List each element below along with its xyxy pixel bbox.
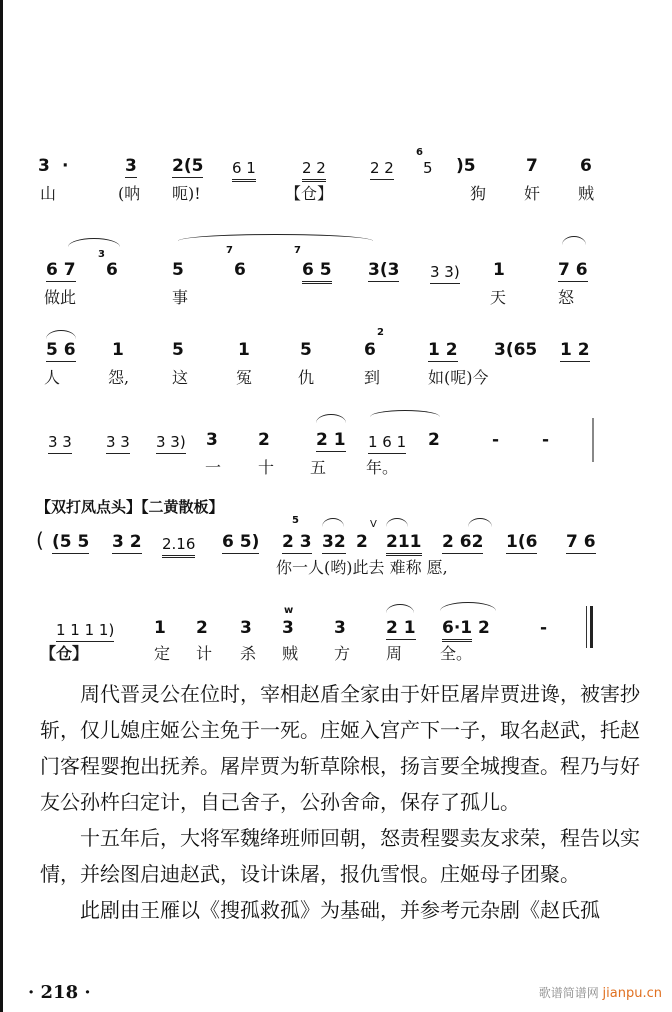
note: 3 bbox=[125, 156, 137, 176]
note: 6 bbox=[364, 340, 376, 360]
note: (5 5 bbox=[52, 532, 90, 552]
note: 7 bbox=[526, 156, 538, 176]
note: 7 6 bbox=[566, 532, 596, 552]
lyric: 奸 bbox=[524, 184, 541, 203]
note: 1 bbox=[238, 340, 250, 360]
slur bbox=[322, 518, 344, 527]
lyric: 天 bbox=[490, 288, 507, 307]
lyric: 方 bbox=[334, 644, 351, 663]
lyric: 定 bbox=[154, 644, 171, 663]
note: 2 1 bbox=[386, 618, 416, 638]
lyric: 冤 bbox=[236, 368, 253, 387]
grace-note: 7 bbox=[226, 245, 233, 256]
note: 2 bbox=[428, 430, 440, 450]
note: 3(65 bbox=[494, 340, 538, 360]
lyric: 到 bbox=[364, 368, 381, 387]
note: - bbox=[542, 430, 550, 450]
note: 5 bbox=[300, 340, 312, 360]
grace-note: 3 bbox=[98, 249, 105, 260]
note: 6 5 bbox=[302, 260, 332, 284]
lyric: 年。 bbox=[366, 458, 399, 477]
watermark bbox=[539, 984, 662, 1001]
trill-mark: w bbox=[284, 605, 294, 616]
note: 2.16 bbox=[162, 534, 195, 558]
note: 1 2 bbox=[560, 340, 590, 360]
final-barline-thin bbox=[586, 606, 587, 648]
note: 1 bbox=[493, 260, 505, 280]
note: 3 3) bbox=[156, 432, 186, 454]
grace-note: 6 bbox=[416, 147, 423, 158]
lyric: 五 bbox=[310, 458, 327, 477]
note: 3 3) bbox=[430, 262, 460, 284]
lyric: 呃)! bbox=[172, 184, 201, 203]
note: 3 bbox=[206, 430, 218, 450]
slur bbox=[386, 604, 414, 613]
note: 2 2 bbox=[370, 158, 394, 180]
watermark-site: jianpu.cn bbox=[602, 986, 662, 1001]
note: 2 62 bbox=[442, 532, 484, 552]
note: 3 2 bbox=[112, 532, 142, 552]
lyric: 一 bbox=[205, 458, 222, 477]
lyric: 怨, bbox=[108, 368, 130, 387]
note: )5 bbox=[456, 156, 476, 176]
note: 6 bbox=[580, 156, 592, 176]
slur bbox=[468, 518, 492, 527]
slur bbox=[370, 410, 440, 417]
dashed-barline bbox=[592, 418, 594, 462]
note: 3 bbox=[282, 618, 294, 638]
lyric: 周 bbox=[386, 644, 403, 663]
note: · bbox=[62, 156, 69, 176]
note: 2(5 bbox=[172, 156, 204, 176]
lyric: 做此 bbox=[44, 288, 77, 307]
note: 2 1 bbox=[316, 430, 346, 450]
lyric: 狗 bbox=[470, 184, 487, 203]
breath-mark: V bbox=[370, 519, 377, 530]
note: 3(3 bbox=[368, 260, 400, 280]
note: 3 3 bbox=[106, 432, 130, 454]
note: 3 bbox=[334, 618, 346, 638]
lyric-line: 你一人(哟)此去 难称 愿, bbox=[276, 558, 448, 577]
slur bbox=[178, 234, 373, 241]
lyric: 杀 bbox=[240, 644, 257, 663]
note: 6 5) bbox=[222, 532, 260, 552]
slur bbox=[46, 330, 76, 339]
note: 7 6 bbox=[558, 260, 588, 280]
note: 3 3 bbox=[48, 432, 72, 454]
note: 2 bbox=[356, 532, 368, 552]
note: 211 bbox=[386, 532, 422, 556]
synopsis-paragraph-3: 此剧由王雁以《搜孤救孤》为基础，并参考元杂剧《赵氏孤 bbox=[80, 898, 600, 922]
lyric: 人 bbox=[44, 368, 61, 387]
slur bbox=[562, 236, 586, 245]
lyric: 山 bbox=[40, 184, 57, 203]
slur bbox=[68, 238, 120, 247]
grace-note: 2 bbox=[377, 327, 384, 338]
note: 2 2 bbox=[302, 158, 326, 182]
note: 3 bbox=[240, 618, 252, 638]
lyric: 【仓】 bbox=[285, 184, 334, 203]
watermark-cn: 歌谱简谱网 bbox=[538, 986, 599, 1000]
note: 2 bbox=[478, 618, 490, 638]
lyric: 【仓】 bbox=[40, 644, 89, 663]
slur bbox=[316, 414, 346, 423]
note: 6 7 bbox=[46, 260, 76, 280]
synopsis-paragraph-2: 十五年后，大将军魏绛班师回朝，怒责程婴卖友求荣，程告以实情，并绘图启迪赵武，设计诛屠，报仇雪恨。庄姬母子团聚。 bbox=[40, 826, 640, 886]
page-left-edge bbox=[0, 0, 3, 1012]
note: 1 6 1 bbox=[368, 432, 406, 454]
note: 5 6 bbox=[46, 340, 76, 360]
note: 1 1 1 1) bbox=[56, 620, 114, 642]
lyric: 这 bbox=[172, 368, 189, 387]
note: ( bbox=[36, 528, 44, 552]
lyric: 全。 bbox=[440, 644, 473, 663]
note: 1 2 bbox=[428, 340, 458, 360]
final-barline bbox=[590, 606, 593, 648]
grace-note: 5 bbox=[292, 515, 299, 526]
note: 2 bbox=[258, 430, 270, 450]
note: 3 bbox=[38, 156, 50, 176]
lyric: 事 bbox=[172, 288, 189, 307]
lyric: 计 bbox=[196, 644, 213, 663]
note: 5 bbox=[423, 159, 433, 177]
note: 5 bbox=[172, 340, 184, 360]
note: 2 bbox=[196, 618, 208, 638]
lyric: 仇 bbox=[298, 368, 315, 387]
note: - bbox=[492, 430, 500, 450]
note: 1(6 bbox=[506, 532, 538, 552]
note: 6 1 bbox=[232, 158, 256, 182]
synopsis-paragraph-1: 周代晋灵公在位时，宰相赵盾全家由于奸臣屠岸贾进谗，被害抄斩，仅儿媳庄姬公主免于一死。庄姬入宫产下一子，取名赵武，托赵门客程婴抱出抚养。屠岸贾为斩草除根，扬言要全城搜查。程乃与好友公孙杵臼定计，自己舍子，公孙舍命，保存了孤儿。 bbox=[40, 682, 640, 814]
synopsis-text bbox=[40, 676, 640, 928]
note: - bbox=[540, 618, 548, 638]
note: 1 bbox=[112, 340, 124, 360]
grace-note: 7 bbox=[294, 245, 301, 256]
note: 32 bbox=[322, 532, 346, 552]
note: 6·1 bbox=[442, 618, 472, 642]
slur bbox=[440, 602, 496, 611]
lyric: 十 bbox=[258, 458, 275, 477]
lyric: 怒 bbox=[558, 288, 575, 307]
note: 6 bbox=[234, 260, 246, 280]
lyric: 贼 bbox=[578, 184, 595, 203]
lyric: 如(呢)今 bbox=[428, 368, 489, 387]
lyric: 贼 bbox=[282, 644, 299, 663]
section-label: 【双打凤点头】【二黄散板】 bbox=[36, 498, 224, 516]
page-number: · 218 · bbox=[28, 982, 91, 1003]
lyric: (呐 bbox=[118, 184, 141, 203]
slur bbox=[386, 518, 408, 527]
note: 2 3 bbox=[282, 532, 312, 552]
note: 1 bbox=[154, 618, 166, 638]
note: 5 bbox=[172, 260, 184, 280]
note: 6 bbox=[106, 260, 118, 280]
